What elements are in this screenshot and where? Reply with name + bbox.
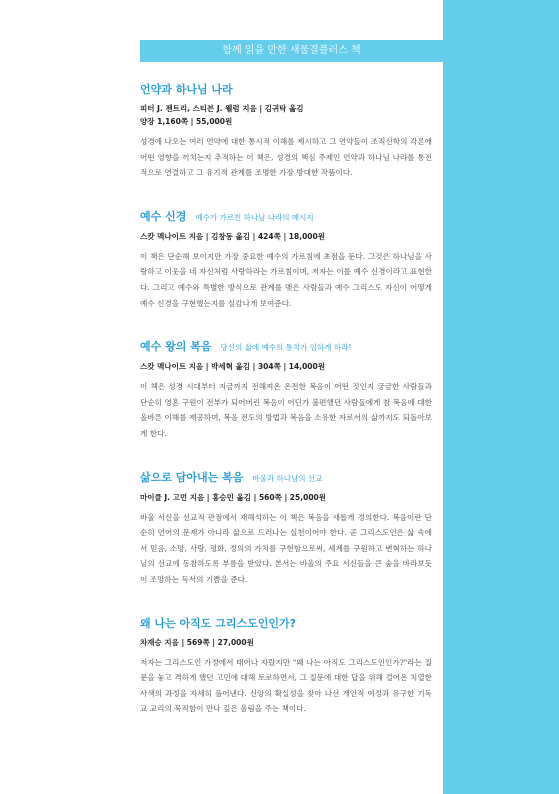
book-meta-price: 양장 1,160쪽 | 55,000원	[140, 117, 233, 126]
book-subtitle: 당신의 삶에 예수의 통치가 임하게 하라!	[220, 343, 352, 353]
section-header	[140, 40, 443, 62]
book-entry	[140, 80, 432, 181]
book-title-line	[140, 80, 432, 98]
book-entry	[140, 614, 432, 717]
book-title: 예수 신경	[140, 209, 187, 223]
book-entry	[140, 468, 432, 588]
book-title: 언약과 하나님 나라	[140, 83, 233, 96]
book-description: 이 책은 단순해 보이지만 가장 중요한 예수의 가르침에 초점을 둔다. 그것은 하나님을 사랑하고 이웃을 네 자신처럼 사랑하라는 가르침이며, 저자는 이를 예수 신경이라고 표현한다. 그리고 예수와 특별한 방식으로 관계를 맺은 사람들과 예수 그리스도 자신이 어떻게 예수 신경을 구현했는지를 실감나게 보여준다.	[140, 251, 432, 308]
book-list	[140, 80, 432, 717]
book-description: 성경에 나오는 여러 언약에 대한 통시적 이해를 제시하고 그 언약들이 조직신학의 각론에 어떤 영향을 끼치는지 추적하는 이 책은, 성경의 핵심 주제인 언약과 하나님 나라를 통전적으로 연결하고 그 유기적 관계를 조명한 가장 방대한 작품이다.	[140, 137, 432, 178]
book-meta: 피터 J. 젠트리, 스티븐 J. 웰럼 지음 | 김귀탁 옮김	[140, 104, 304, 113]
book-description: 이 책은 성경 시대부터 지금까지 전해져온 온전한 복음이 어떤 것인지 궁금한 사람들과 단순히 영혼 구원이 전부가 되어버린 복음이 어딘가 불편했던 사람들에게 참 복음에 대한 올바른 이해를 제공하며, 복음 전도의 방법과 복음을 소유한 자로서의 삶까지도 되돌아보게 한다.	[140, 382, 432, 438]
book-entry	[140, 207, 432, 311]
book-description: 바울 서신을 선교적 관점에서 재해석하는 이 책은 복음을 새롭게 정의한다. 복음이란 단순히 언어의 문제가 아니라 삶으로 드러나는 실천이어야 한다. 곧 그리스도인은 삶 속에서 믿음, 소망, 사랑, 평화, 정의의 가치를 구현함으로써, 세계를 구원하고 변혁하는 하나님의 선교에 동참하도록 부름을 받았다. 본서는 바울의 주요 서신들을 큰 숲을 바라보듯이 조망하는 독서의 기쁨을 준다.	[140, 512, 432, 584]
book-subtitle: 예수가 가르친 하나님 나라의 메시지	[195, 212, 314, 222]
book-meta: 마이클 J. 고먼 지음 | 홍승민 옮김 | 560쪽 | 25,000원	[140, 492, 326, 502]
book-subtitle: 바울과 하나님의 선교	[252, 473, 323, 483]
book-title-line	[140, 207, 432, 226]
book-meta: 스캇 맥나이트 지음 | 박세혁 옮김 | 304쪽 | 14,000원	[140, 362, 325, 372]
book-title: 예수 왕의 복음	[140, 340, 212, 354]
book-title-line	[140, 468, 432, 487]
book-entry	[140, 337, 432, 441]
book-description: 저자는 그리스도인 가정에서 태어나 자랐지만 "왜 나는 아직도 그리스도인인가?"라는 질문을 놓고 격하게 했던 고민에 대해 토로하면서, 그 질문에 대한 답을 위해 걸어온 치열한 사색의 과정을 자세히 풀어낸다. 신앙의 확실성을 찾아 나선 개인적 여정과 유구한 기독교 교리의 묵직함이 만나 깊은 울림을 주는 책이다.	[140, 657, 432, 714]
book-meta: 스캇 맥나이트 지음 | 김창동 옮김 | 424쪽 | 18,000원	[140, 231, 325, 241]
book-title: 왜 나는 아직도 그리스도인인가?	[140, 616, 297, 630]
side-accent-bar	[443, 0, 559, 794]
book-title: 삶으로 담아내는 복음	[140, 470, 244, 484]
book-title-line	[140, 614, 432, 632]
book-title-line	[140, 337, 432, 356]
section-header-title: 함께 읽을 만한 새물결플러스 책	[222, 45, 361, 56]
book-meta: 차재승 지음 | 569쪽 | 27,000원	[140, 637, 254, 647]
